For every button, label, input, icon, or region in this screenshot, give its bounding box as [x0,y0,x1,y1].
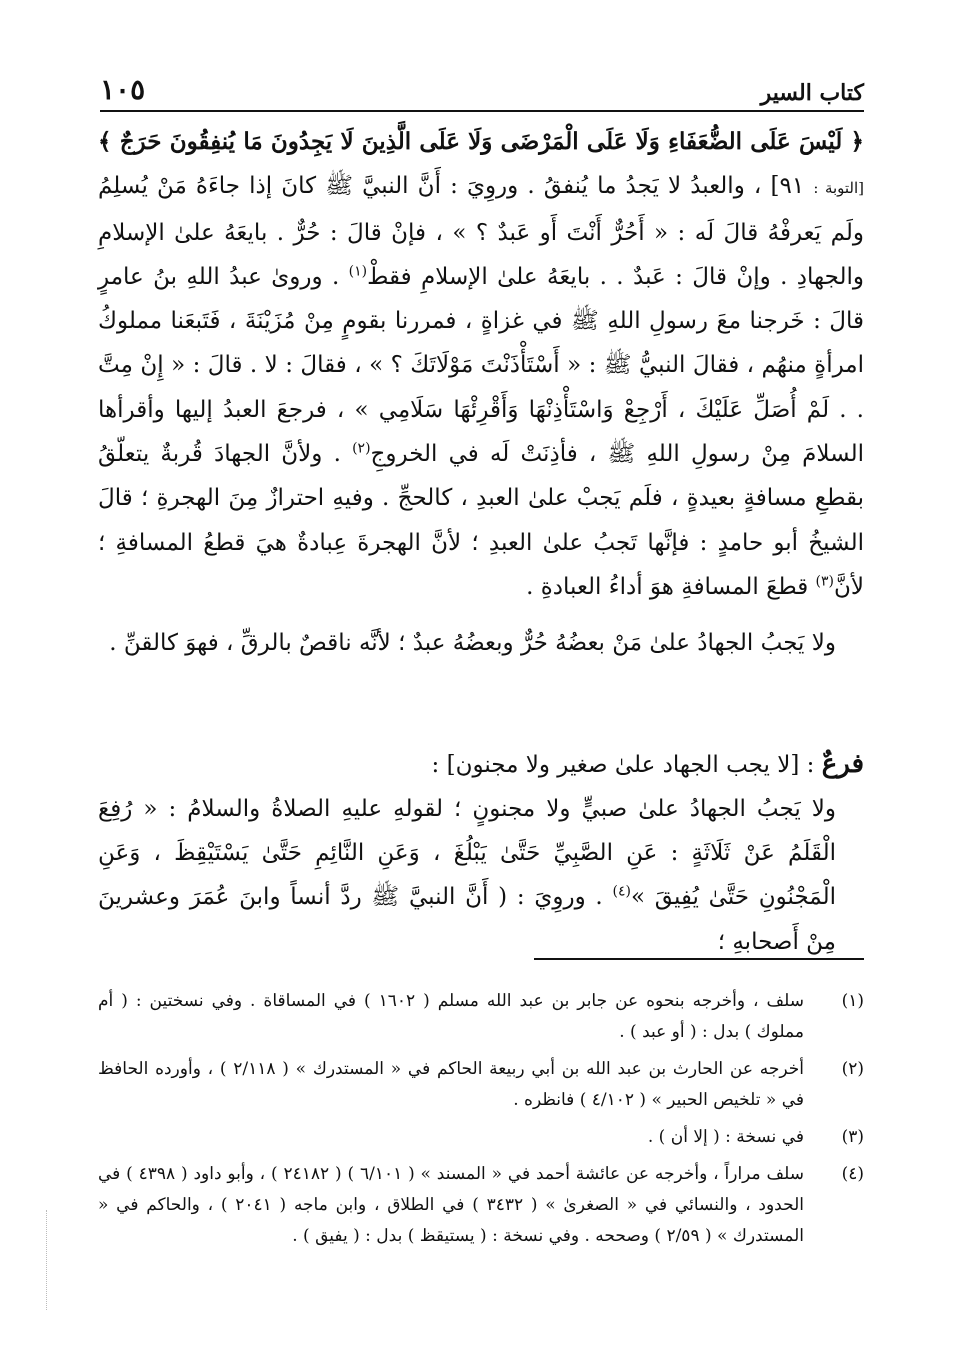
footnote-3 [98,1122,864,1153]
footnote-text: سلف مراراً ، وأخرجه عن عائشة أحمد في « المسند » ( ٦/١٠١ ) ( ٢٤١٨٢ ) ، وأبو داود ( ٤٣٩٨ ) في الحدود ، والنسائي في « الصغرىٰ » ( ٣٤٣٢ ) في الطلاق ، وابن ماجه ( ٢٠٤١ ) ، والحاكم في « المستدرك » ( ٢/٥٩ ) وصححه . وفي نسخة : ( يستيقظ ) بدل : ( يفيق ) . [98,1164,804,1246]
footnote-number: (٣) [841,1127,864,1147]
verse-reference-open: [التوبة : [813,179,865,198]
footnotes [98,986,864,1258]
footnote-number: (٢) [841,1059,864,1079]
paragraph-1 [98,120,864,609]
footnote-divider [534,958,864,960]
branch-word: فرعٌ [821,748,864,779]
footnote-mark-4: (٤) [612,883,631,900]
paragraph-1-text-b: . وروىٰ عبدُ اللهِ بنُ عامرٍ قالَ : خَرجنا معَ رسولِ اللهِ ﷺ في غزاةٍ ، فمررنا بقومٍ مِنْ مُزَيْنَةَ ، فَتَبعَنا مملوكُ امرأةٍ منهُم ، فقالَ النبيُّ ﷺ : « أَسْتَأْذَنْتَ مَوْلَاتَكَ ؟ » ، فقالَ : لا . قالَ : « إِنْ مِتَّ . . لَمْ أُصَلِّ عَلَيْكَ ، أَرْجِعْ وَاسْتَأْذِنْهَا وَأَقْرِئْهَا سَلَامِي » ، فرجعَ العبدُ إليها وأقرأها السلامَ مِنْ رسولِ اللهِ ﷺ ، فأذِنَتْ لَه في الخروجِ [98,263,865,468]
paragraph-3 [98,787,864,964]
page-number: ١٠٥ [100,73,146,106]
footnote-4 [98,1159,864,1252]
verse-reference-close: ٩١] [770,173,805,200]
paragraph-3-text-a: ولا يَجبُ الجهادُ علىٰ صبيٍّ ولا مجنونٍ ؛ لقولهِ عليهِ الصلاةُ والسلامُ : « رُفِعَ الْقَلَمُ عَنْ ثَلَاثَةٍ : عَنِ الصَّبِيِّ حَتَّىٰ يَبْلُغَ ، وَعَنِ النَّائِمِ حَتَّىٰ يَسْتَيْقِظَ ، وَعَنِ الْمَجْنُونِ حَتَّىٰ يُفِيقَ » [98,795,837,911]
page-header [100,72,864,112]
main-text [98,120,864,964]
branch-title: : [لا يجب الجهاد علىٰ صغير ولا مجنون] : [431,751,815,778]
paragraph-1-text-d: قطعَ المسافةِ هوَ أداءُ العبادةِ . [526,573,809,600]
paragraph-3-text-b: . وروِيَ : ( أَنَّ النبيَّ ﷺ ردَّ أنساً وابنَ عُمَرَ وعشرينَ مِنْ أَصحابهِ ؛ [98,884,836,955]
footnote-text: في نسخة : ( إلا أن ) . [647,1127,804,1147]
footnote-text: أخرجه عن الحارث بن عبد الله بن أبي ربيعة الحاكم في « المستدرك » ( ٢/١١٨ ) ، وأورده الحافظ في « تلخيص الحبير » ( ٤/١٠٢ ) فانظره . [98,1059,804,1110]
footnote-1 [98,986,864,1048]
running-head: كتاب السير [760,80,864,106]
quran-verse: ﴿ لَيْسَ عَلَى الضُّعَفَاءِ وَلَا عَلَى الْمَرْضَى وَلَا عَلَى الَّذِينَ لَا يَجِدُونَ مَا يُنفِقُونَ حَرَجٌ ﴾ [98,128,864,155]
paragraph-2: ولا يَجبُ الجهادُ علىٰ مَنْ بعضُهُ حُرٌّ وبعضُهُ عبدٌ ؛ لأنَّه ناقصٌ بالرقِّ ، فهوَ كالقنِّ . [109,630,836,657]
scan-margin-mark [46,1210,49,1310]
footnote-text: سلف ، وأخرجه بنحوه عن جابر بن عبد الله مسلم ( ١٦٠٢ ) في المساقاة . وفي نسختين : ( أم مملوك ) بدل : ( أو عبد ) . [98,991,804,1042]
branch-heading [98,742,864,787]
footnote-number: (١) [841,991,864,1011]
footnote-mark-3: (٣) [815,573,834,590]
footnote-2 [98,1054,864,1116]
footnote-mark-2: (٢) [352,440,371,457]
paragraph-1-text-a: ، والعبدُ لا يَجدُ ما يُنفقُ . وروِيَ : أَنَّ النبيَّ ﷺ كانَ إذا جاءَهُ مَنْ يُسلِمُ ولَم يَعرفْهُ قالَ لَه : « أَحُرٌّ أَنْتَ أَو عَبدٌ ؟ » ، فإنْ قالَ : حُرٌّ . بايعَهُ علىٰ الإسلامِ والجهادِ . وإنْ قالَ : عَبدٌ . . بايعَهُ علىٰ الإسلامِ فقطْ [98,173,865,290]
footnote-mark-1: (١) [348,263,368,280]
paragraph-1-text-c: . ولأنَّ الجهادَ قُربةٌ يتعلّقُ بقطعِ مسافةٍ بعيدةٍ ، فلَم يَجبْ علىٰ العبدِ ، كالحجِّ . وفيهِ احترازٌ مِنَ الهجرةِ ؛ قالَ الشيخُ أبو حامدٍ : فإنَّها تَجبُ علىٰ العبدِ ؛ لأنَّ الهجرةَ عِبادةٌ هيَ قطعُ المسافةِ ؛ لأنَّ [98,441,864,600]
footnote-number: (٤) [841,1164,864,1184]
